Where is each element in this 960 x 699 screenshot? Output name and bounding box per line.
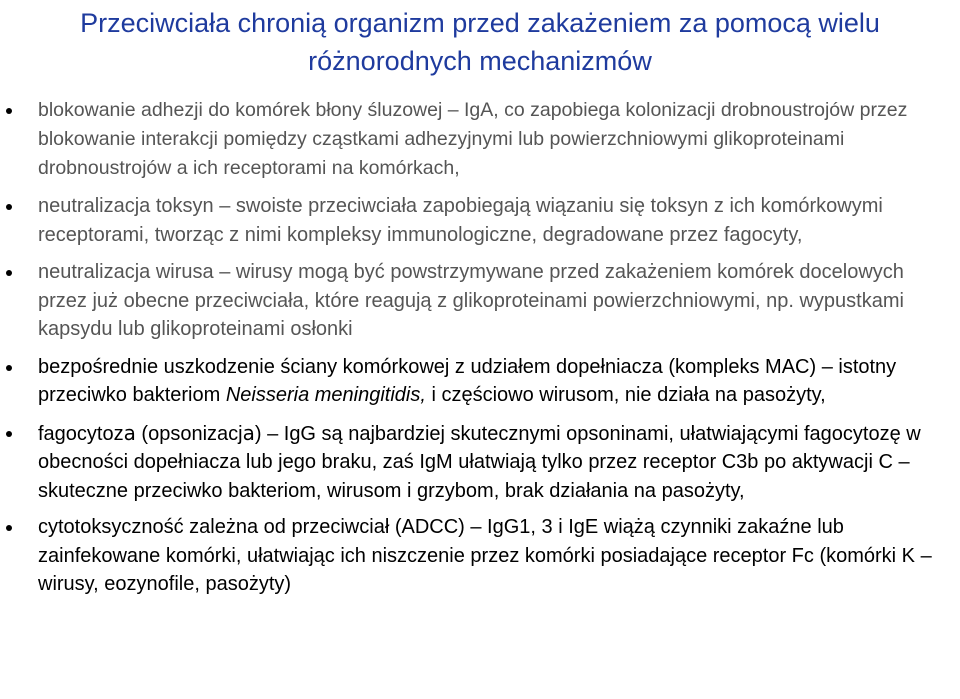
bullet-dot-icon <box>6 108 12 114</box>
slide-title: Przeciwciała chronią organizm przed zakażeniem za pomocą wielu różnorodnych mechanizmów <box>80 8 880 76</box>
bullet-item <box>0 353 960 410</box>
bullet-text-part: (opsonizacj <box>135 422 243 445</box>
bullet-item <box>0 419 960 506</box>
bullet-list <box>0 96 960 599</box>
bullet-text: neutralizacja wirusa – wirusy mogą być powstrzymywane przed zakażeniem komórek docelowych przez już obecne przeciwciała, które reagują z glikoproteinami powierzchniowymi, np. wypustkami kapsydu lub glikoproteinami osłonki <box>38 261 904 340</box>
bullet-item <box>0 96 960 183</box>
bullet-dot-icon <box>6 365 12 371</box>
bullet-text-part: ) – IgG są najbardziej skutecznymi opsoninami, ułatwiającymi fagocytozę w obecności dopełniacza lub jego braku, zaś IgM ułatwiają tylko przez receptor C3b po aktywacji C – skuteczne przeciwko bakteriom, wirusom i grzybom, brak działania na pasożyty, <box>38 422 921 502</box>
bullet-text-part: i częściowo wirusom, nie działa na pasożyty, <box>425 384 826 406</box>
bullet-text-part: a <box>242 420 255 445</box>
bullet-item <box>0 513 960 599</box>
bullet-dot-icon <box>6 204 12 210</box>
bullet-item <box>0 192 960 249</box>
bullet-dot-icon <box>6 525 12 531</box>
bullet-text-part: bezpośrednie uszkodzenie ściany komórkowej z udziałem dopełniacza (kompleks MAC) – istotny przeciwko bakteriom <box>38 355 897 406</box>
bullet-text: neutralizacja toksyn – swoiste przeciwciała zapobiegają wiązaniu się toksyn z ich komórkowymi receptorami, tworząc z nimi kompleksy immunologiczne, degradowane przez fagocyty, <box>38 195 883 246</box>
bullet-dot-icon <box>6 270 12 276</box>
bullet-dot-icon <box>6 431 12 437</box>
bullet-text-italic: Neisseria meningitidis, <box>225 384 426 406</box>
bullet-text-part: a <box>123 420 136 445</box>
bullet-text-part: fagocytoz <box>38 422 124 445</box>
bullet-text: cytotoksyczność zależna od przeciwciał (ADCC) – IgG1, 3 i IgE wiążą czynniki zakaźne lub zainfekowane komórki, ułatwiając ich niszczenie przez komórki posiadające receptor Fc (komórki K – wirusy, eozynofile, pasożyty) <box>38 516 932 595</box>
bullet-text: blokowanie adhezji do komórek błony śluzowej – IgA, co zapobiega kolonizacji drobnoustrojów przez blokowanie interakcji pomiędzy cząstkami adhezyjnymi lub powierzchniowymi glikoproteinami drobnoustrojów a ich receptorami na komórkach, <box>38 99 908 179</box>
bullet-item <box>0 258 960 344</box>
